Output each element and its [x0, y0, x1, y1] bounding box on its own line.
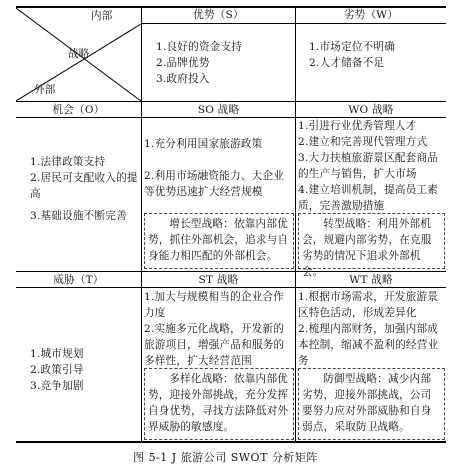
list-item: 1.市场定位不明确 — [309, 41, 396, 53]
figure-caption: 图 5-1 J 旅游公司 SWOT 分析矩阵 — [133, 451, 318, 464]
so-title: SO 战略 — [197, 104, 240, 116]
list-item: 2.居民可支配收入的提高 — [30, 172, 138, 200]
wo-title: WO 战略 — [348, 104, 394, 116]
table-bottom-border — [16, 441, 446, 443]
st-summary-box: 多样化战略：依靠内部优势，迎接外部挑战，充分发挥自身优势，寻找方法降低对外界威胁的敏感度。 — [144, 368, 294, 440]
threats-list — [30, 346, 138, 394]
list-item: 2.人才储备不足 — [309, 57, 385, 69]
strengths-header: 优势（S） — [193, 9, 244, 21]
list-item: 2.品牌优势 — [156, 57, 210, 69]
list-item: 2.政策引导 — [30, 364, 84, 376]
wo-summary-box: 转型战略：利用外部机会，规避内部劣势，在克服劣势的情况下追求外部机会。 — [298, 213, 445, 269]
header-external-label: 外部 — [34, 84, 56, 96]
list-item: 1.引进行业优秀管理人才 — [298, 120, 417, 132]
opportunities-header: 机会（O） — [52, 104, 105, 116]
st-title: ST 战略 — [198, 274, 239, 286]
wo-items — [298, 118, 445, 214]
list-item: 1.法律政策支持 — [30, 156, 106, 168]
list-item: 3.大力扶植旅游景区配套商品的生产与销售，扩大市场 — [298, 152, 439, 180]
list-item: 2.实施多元化战略，开发新的旅游项目，增强产品和服务的多样性，扩大经营范围 — [144, 323, 285, 367]
weaknesses-list — [309, 39, 445, 71]
opportunities-list — [20, 154, 138, 224]
weaknesses-header: 劣势（W） — [343, 9, 399, 21]
list-item: 2.利用市场融资能力、大企业等优势迅速扩大经营规模 — [144, 170, 285, 198]
col-divider-2 — [295, 6, 296, 443]
list-item: 2.梳理内部财务，加强内部成本控制，缩减不盈利的经营业务 — [298, 323, 439, 367]
list-item: 3.竞争加剧 — [30, 380, 84, 392]
list-item: 1.根据市场需求，开发旅游景区特色活动，形成差异化 — [298, 291, 439, 319]
list-item: 2.建立和完善现代管理方式 — [298, 136, 428, 148]
header-internal-label: 内部 — [91, 10, 113, 22]
row-divider-header — [141, 23, 446, 24]
list-item: 4.建立培训机制，提高员工素质，完善激励措施 — [298, 184, 439, 212]
list-item: 3.基础设施不断完善 — [30, 210, 127, 222]
wt-items — [298, 289, 445, 369]
header-strategy-label: 战略 — [68, 48, 90, 60]
so-items — [144, 136, 293, 200]
list-item: 1.加大与规模相当的企业合作力度 — [144, 291, 285, 319]
threats-header: 威胁（T） — [53, 274, 104, 286]
list-item: 1.良好的资金支持 — [156, 41, 243, 53]
swot-matrix — [16, 6, 446, 443]
list-item: 1.城市规划 — [30, 348, 84, 360]
list-item: 1.充分利用国家旅游政策 — [144, 138, 263, 150]
list-item: 3.政府投入 — [156, 73, 210, 85]
wt-title: WT 战略 — [349, 274, 393, 286]
st-items — [144, 289, 293, 369]
strengths-list — [156, 39, 294, 87]
so-summary-box: 增长型战略：依靠内部优势，抓住外部机会，追求与自身能力相匹配的外部机会。 — [144, 213, 294, 269]
wt-summary-box: 防御型战略：减少内部劣势，迎接外部挑战，公司要努力应对外部威胁和自身弱点，采取防卫战略。 — [298, 368, 445, 440]
